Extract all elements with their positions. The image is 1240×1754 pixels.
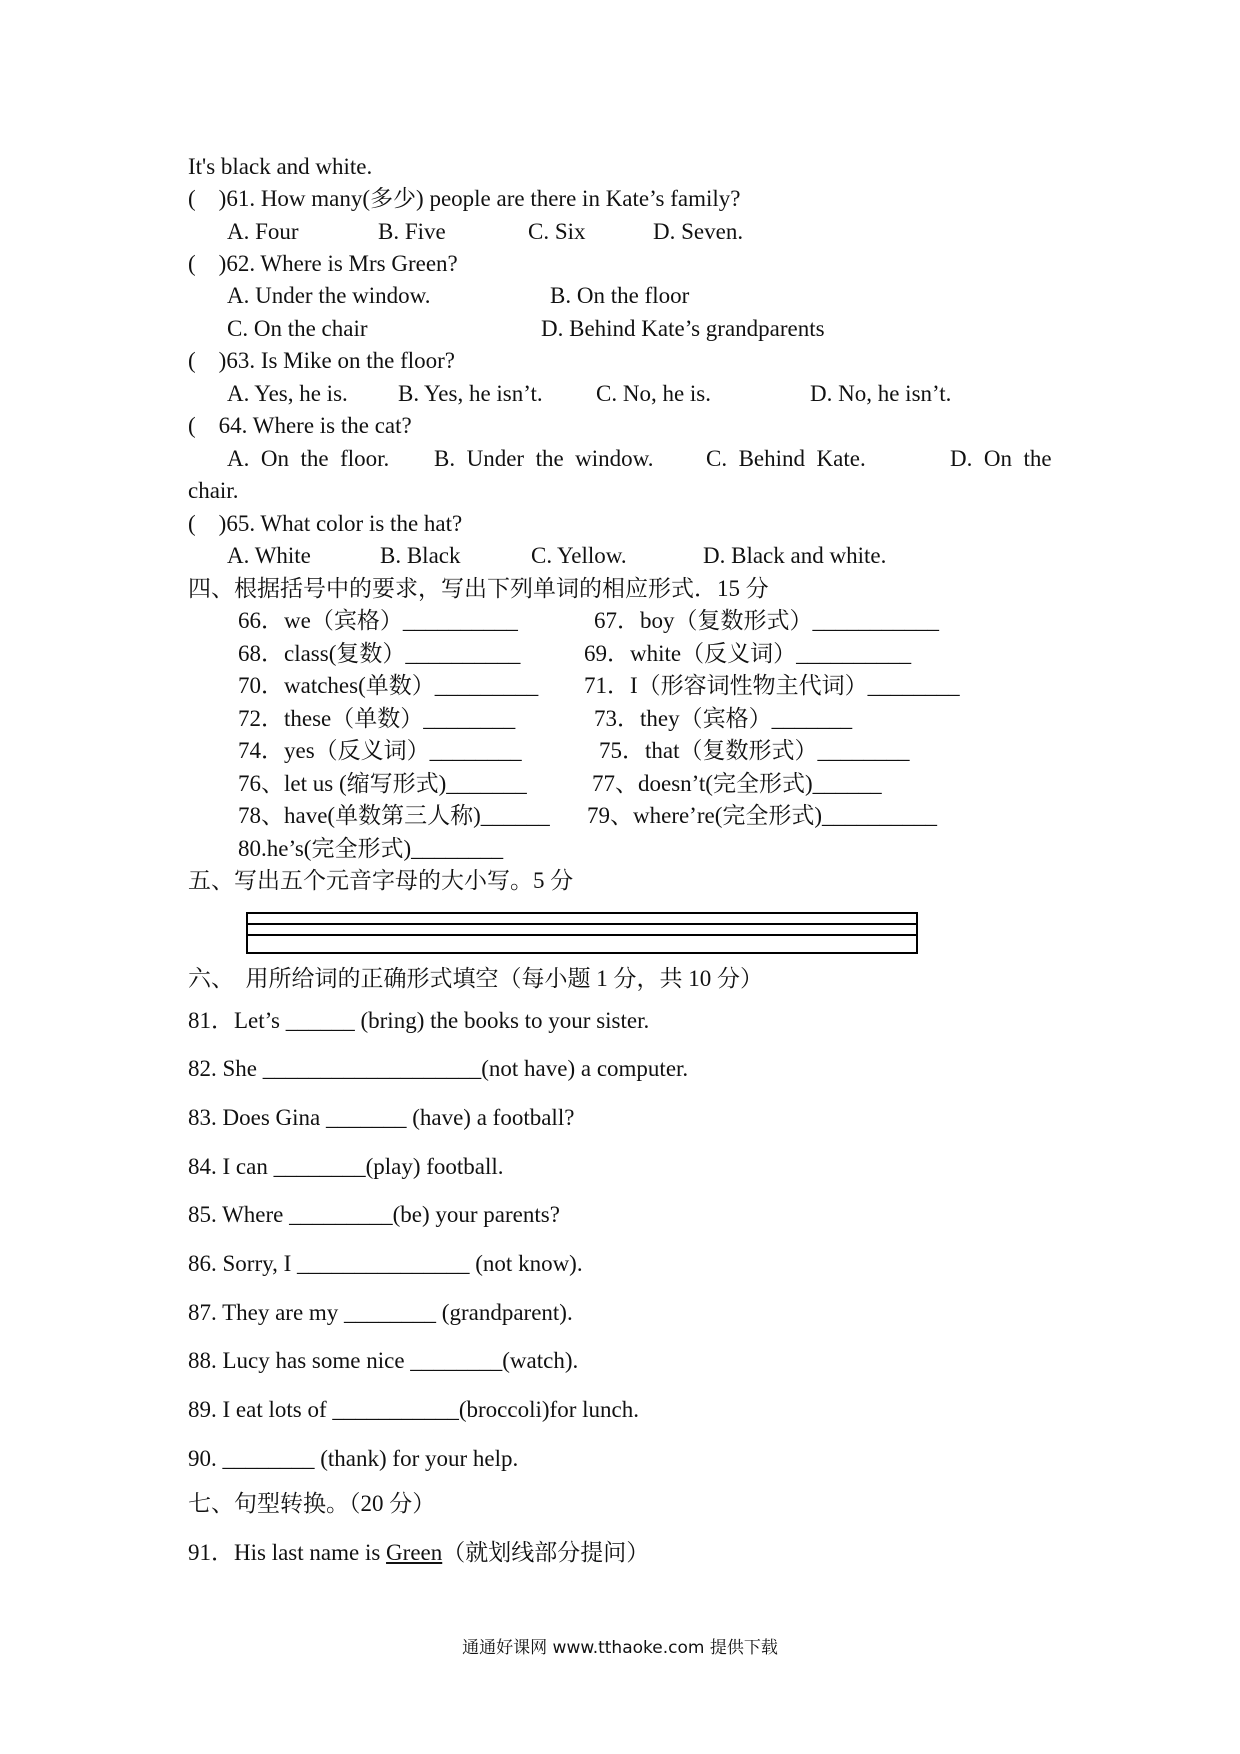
- q64-stem: ( 64. Where is the cat?: [188, 413, 412, 438]
- q65-stem: ( )65. What color is the hat?: [188, 511, 463, 536]
- item-91-suffix: （就划线部分提问）: [442, 1540, 650, 1565]
- item-72: 72．these（单数）________: [238, 706, 516, 731]
- item-82: 82. She ___________________(not have) a computer.: [188, 1056, 689, 1081]
- q61-option-d: D. Seven.: [653, 219, 744, 244]
- item-73: 73．they（宾格）_______: [594, 706, 853, 731]
- q63-option-a: A. Yes, he is.: [227, 381, 348, 406]
- item-87: 87. They are my ________ (grandparent).: [188, 1300, 573, 1325]
- q63-stem: ( )63. Is Mike on the floor?: [188, 348, 455, 373]
- item-85: 85. Where _________(be) your parents?: [188, 1202, 560, 1227]
- q64-option-b: B. Under the window.: [434, 446, 654, 471]
- q64-option-d: D. On the: [950, 446, 1052, 471]
- q62-option-c: C. On the chair: [227, 316, 368, 341]
- item-80: 80.he’s(完全形式)________: [238, 836, 504, 861]
- item-77: 77、doesn’t(完全形式)______: [592, 771, 882, 796]
- passage-last-line: It's black and white.: [188, 154, 373, 179]
- item-90: 90. ________ (thank) for your help.: [188, 1446, 519, 1471]
- item-86: 86. Sorry, I _______________ (not know).: [188, 1251, 583, 1276]
- section5-title: 五、写出五个元音字母的大小写。5 分: [188, 868, 574, 893]
- item-67: 67．boy（复数形式）___________: [594, 608, 939, 633]
- item-89: 89. I eat lots of ___________(broccoli)for lunch.: [188, 1397, 639, 1422]
- vowel-writing-lines[interactable]: [246, 912, 918, 954]
- q61-option-a: A. Four: [227, 219, 299, 244]
- item-81: 81．Let’s ______ (bring) the books to your sister.: [188, 1008, 650, 1033]
- q64-option-a: A. On the floor.: [227, 446, 390, 471]
- item-76: 76、let us (缩写形式)_______: [238, 771, 527, 796]
- item-66: 66．we（宾格）__________: [238, 608, 518, 633]
- section7-title: 七、句型转换。（20 分）: [188, 1491, 436, 1516]
- item-83: 83. Does Gina _______ (have) a football?: [188, 1105, 575, 1130]
- writing-line-3: [248, 934, 916, 936]
- item-68: 68．class(复数）__________: [238, 641, 521, 666]
- q63-option-b: B. Yes, he isn’t.: [398, 381, 543, 406]
- q65-option-d: D. Black and white.: [703, 543, 887, 568]
- q65-option-a: A. White: [227, 543, 311, 568]
- q63-option-d: D. No, he isn’t.: [810, 381, 952, 406]
- item-78: 78、have(单数第三人称)______: [238, 803, 550, 828]
- q65-option-c: C. Yellow.: [531, 543, 627, 568]
- item-91-prefix: 91．His last name is: [188, 1540, 387, 1565]
- item-70: 70．watches(单数）_________: [238, 673, 539, 698]
- page-footer: 通通好课网 www.tthaoke.com 提供下载: [462, 1638, 778, 1658]
- q63-option-c: C. No, he is.: [596, 381, 711, 406]
- writing-line-4: [248, 952, 916, 954]
- item-91-underlined-word: Green: [386, 1540, 443, 1565]
- item-79: 79、where’re(完全形式)__________: [587, 803, 938, 828]
- q61-option-c: C. Six: [528, 219, 586, 244]
- section4-title: 四、根据括号中的要求，写出下列单词的相应形式．15 分: [188, 576, 769, 601]
- q61-option-b: B. Five: [378, 219, 446, 244]
- item-71: 71．I（形容词性物主代词）________: [584, 673, 960, 698]
- q65-option-b: B. Black: [380, 543, 461, 568]
- item-69: 69．white（反义词）__________: [584, 641, 912, 666]
- q62-option-b: B. On the floor: [550, 283, 690, 308]
- q62-option-a: A. Under the window.: [227, 283, 431, 308]
- item-91: [188, 1538, 649, 1568]
- writing-line-1: [248, 912, 916, 914]
- item-74: 74．yes（反义词）________: [238, 738, 522, 763]
- q62-option-d: D. Behind Kate’s grandparents: [541, 316, 825, 341]
- item-88: 88. Lucy has some nice ________(watch).: [188, 1348, 579, 1373]
- q64-option-d-wrap: chair.: [188, 478, 239, 503]
- q64-option-c: C. Behind Kate.: [706, 446, 866, 471]
- section6-title: 六、 用所给词的正确形式填空（每小题 1 分，共 10 分）: [188, 966, 763, 991]
- item-75: 75．that（复数形式）________: [599, 738, 910, 763]
- q62-stem: ( )62. Where is Mrs Green?: [188, 251, 458, 276]
- writing-line-2: [248, 923, 916, 925]
- item-84: 84. I can ________(play) football.: [188, 1154, 504, 1179]
- q61-stem: ( )61. How many(多少) people are there in Kate’s family?: [188, 186, 741, 211]
